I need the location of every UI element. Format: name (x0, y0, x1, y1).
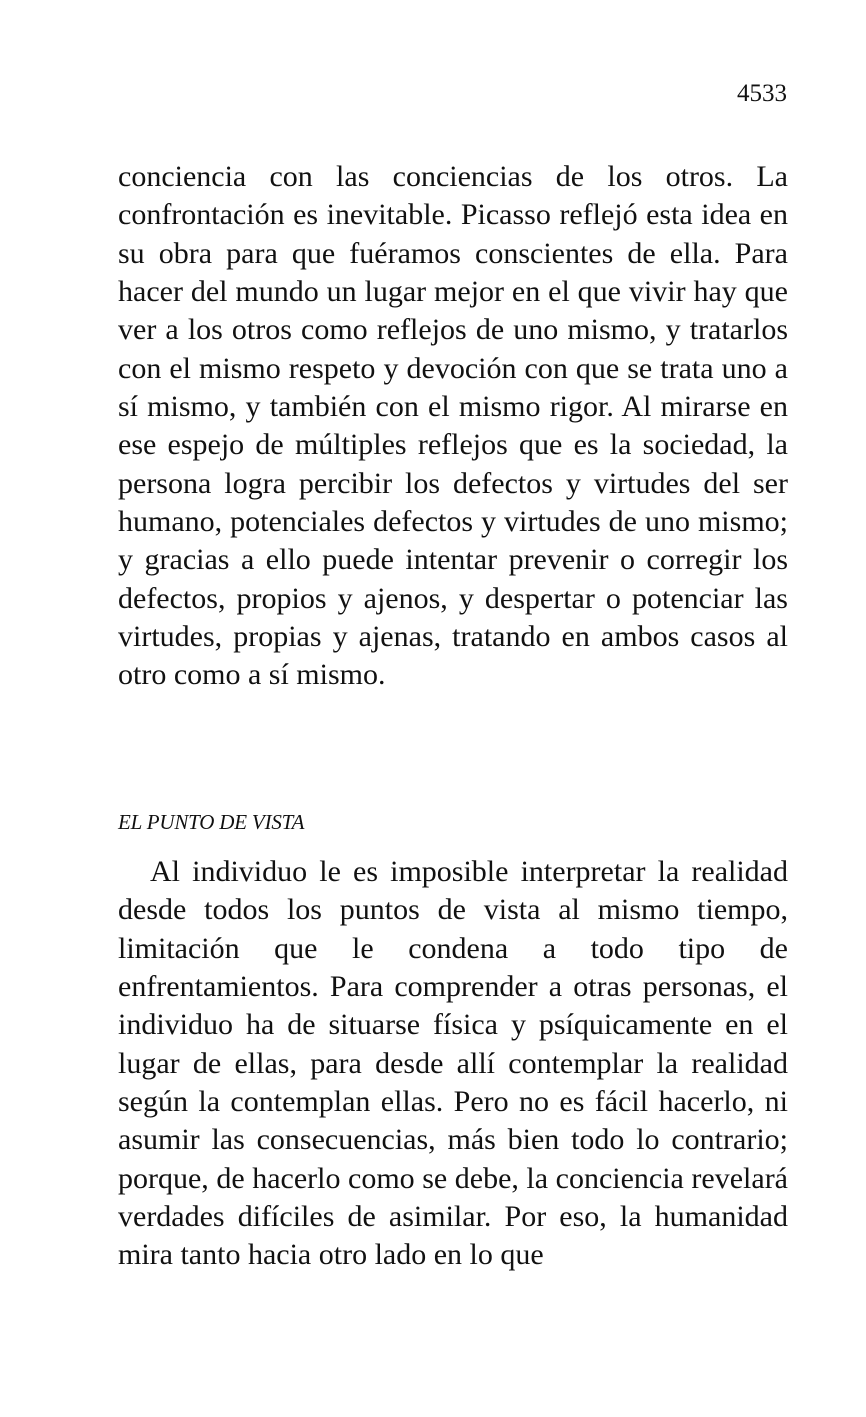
section-heading: EL PUNTO DE VISTA (118, 810, 305, 834)
paragraph-text: Al individuo le es imposible interpretar la realidad desde todos los puntos de vista al mismo tiempo, limitación que le condena a todo tipo de enfrentamientos. Para comprender a otras personas, el individuo ha de situarse física y psíquicamente en el lugar de ellas, para desde allí contemplar la realidad según la contemplan ellas. Pero no es fácil hacerlo, ni asumir las consecuencias, más bien todo lo contrario; porque, de hacerlo como se debe, la conciencia revelará verdades difíciles de asimilar. Por eso, la humanidad mira tanto hacia otro lado en lo que (118, 855, 788, 1272)
paragraph-continued (118, 158, 788, 695)
page-number: 4533 (737, 80, 787, 107)
paragraph-text: conciencia con las conciencias de los otros. La confrontación es inevitable. Picasso reflejó esta idea en su obra para que fuéramos conscientes de ella. Para hacer del mundo un lugar mejor en el que vivir hay que ver a los otros como reflejos de uno mismo, y tratarlos con el mismo respeto y devoción con que se trata uno a sí mismo, y también con el mismo rigor. Al mirarse en ese espejo de múltiples reflejos que es la sociedad, la persona logra percibir los defectos y virtudes del ser humano, potenciales defectos y virtudes de uno mismo; y gracias a ello puede intentar prevenir o corregir los defectos, propios y ajenos, y despertar o potenciar las virtudes, propias y ajenas, tratando en ambos casos al otro como a sí mismo. (118, 160, 788, 692)
paragraph-section (118, 853, 788, 1275)
